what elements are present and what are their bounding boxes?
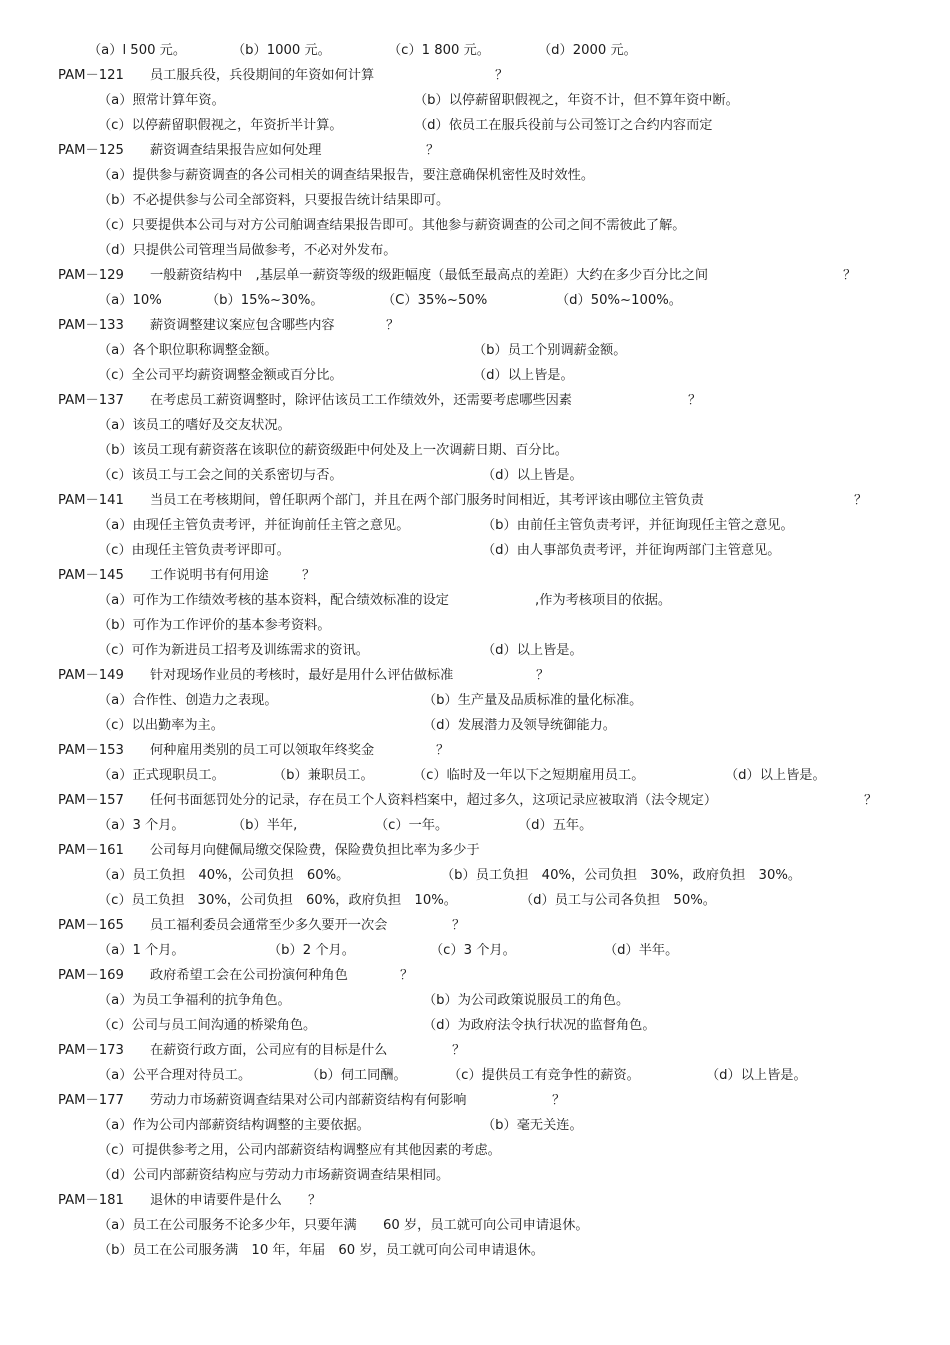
answer-option: （b）员工在公司服务满 10 年，年届 60 岁，员工就可向公司申请退休。	[98, 1243, 544, 1258]
question-text: 劳动力市场薪资调查结果对公司内部薪资结构有何影响	[150, 1093, 467, 1108]
options-line	[0, 163, 950, 188]
question-mark: ？	[552, 1093, 566, 1108]
answer-option: （a）正式现职员工。	[98, 768, 225, 783]
question-text: 薪资调整建议案应包含哪些内容	[150, 318, 335, 333]
question-line	[58, 488, 898, 513]
question-text: 薪资调查结果报告应如何处理	[150, 143, 322, 158]
question-mark: ？	[864, 793, 878, 808]
question-text: 在薪资行政方面，公司应有的目标是什么	[150, 1043, 388, 1058]
answer-option: （b）以停薪留职假视之，年资不计，但不算年资中断。	[414, 93, 739, 108]
question-text: 员工服兵役，兵役期间的年资如何计算	[150, 68, 375, 83]
answer-option: （b）半年,	[232, 818, 298, 833]
options-line	[0, 238, 950, 263]
answer-option: （d）公司内部薪资结构应与劳动力市场薪资调查结果相同。	[98, 1168, 450, 1183]
question-id: PAM－145	[58, 568, 124, 583]
question-line	[58, 838, 898, 863]
answer-option: （a）公平合理对待员工。	[98, 1068, 252, 1083]
question-text: 公司每月向健佩局缴交保险费，保险费负担比率为多少于	[150, 843, 480, 858]
answer-option: （a）l 500 元。	[88, 43, 187, 58]
options-line	[0, 1238, 950, 1263]
question-text: 任何书面惩罚处分的记录，存在员工个人资料档案中，超过多久，这项记录应被取消（法令规定）	[150, 793, 718, 808]
answer-option: （c）提供员工有竞争性的薪资。	[448, 1068, 640, 1083]
answer-option: （b）2 个月。	[268, 943, 355, 958]
answer-option: （c）以出勤率为主。	[98, 718, 224, 733]
question-id: PAM－153	[58, 743, 124, 758]
answer-option: （d）发展潜力及领导统御能力。	[423, 718, 616, 733]
question-id: PAM－133	[58, 318, 124, 333]
answer-option: （b）由前任主管负责考评，并征询现任主管之意见。	[482, 518, 794, 533]
question-text: 在考虑员工薪资调整时，除评估该员工工作绩效外，还需要考虑哪些因素	[150, 393, 572, 408]
question-id: PAM－169	[58, 968, 124, 983]
options-line	[0, 988, 950, 1013]
answer-option: （c）可作为新进员工招考及训练需求的资讯。	[98, 643, 369, 658]
options-line	[0, 1113, 950, 1138]
options-line	[0, 1163, 950, 1188]
answer-option: （d）为政府法令执行状况的监督角色。	[423, 1018, 656, 1033]
question-id: PAM－149	[58, 668, 124, 683]
options-line	[0, 863, 950, 888]
question-mark: ？	[400, 968, 414, 983]
answer-option: （c）只要提供本公司与对方公司舶调查结果报告即可。其他参与薪资调查的公司之间不需彼此了解。	[98, 218, 686, 233]
question-line	[58, 63, 898, 88]
answer-option: （d）依员工在服兵役前与公司签订之合约内容而定	[414, 118, 713, 133]
question-id: PAM－129	[58, 268, 124, 283]
answer-option: （a）3 个月。	[98, 818, 185, 833]
question-line	[58, 738, 898, 763]
answer-option: ,作为考核项目的依据。	[535, 593, 672, 608]
answer-option: （c）1 800 元。	[388, 43, 490, 58]
answer-option: （c）3 个月。	[430, 943, 516, 958]
answer-option: （b）为公司政策说服员工的角色。	[423, 993, 630, 1008]
answer-option: （c）以停薪留职假视之，年资折半计算。	[98, 118, 343, 133]
question-line	[58, 563, 898, 588]
answer-option: （b）该员工现有薪资落在该职位的薪资级距中何处及上一次调薪日期、百分比。	[98, 443, 568, 458]
options-line	[0, 1213, 950, 1238]
options-line	[0, 513, 950, 538]
question-text: 退休的申请要件是什么	[150, 1193, 282, 1208]
question-mark: ？	[854, 493, 868, 508]
question-line	[58, 1038, 898, 1063]
answer-option: （a）各个职位职称调整金额。	[98, 343, 278, 358]
answer-option: （a）员工在公司服务不论多少年，只要年满 60 岁，员工就可向公司申请退休。	[98, 1218, 589, 1233]
question-mark: ？	[536, 668, 550, 683]
question-id: PAM－173	[58, 1043, 124, 1058]
answer-option: （a）该员工的嗜好及交友状况。	[98, 418, 291, 433]
answer-option: （d）五年。	[518, 818, 593, 833]
answer-option: （b）1000 元。	[232, 43, 331, 58]
question-id: PAM－137	[58, 393, 124, 408]
answer-option: （b）不必提供参与公司全部资料，只要报告统计结果即可。	[98, 193, 450, 208]
answer-option: （d）半年。	[604, 943, 679, 958]
answer-option: （a）照常计算年资。	[98, 93, 225, 108]
question-text: 一般薪资结构中 ,基层单一薪资等级的级距幅度（最低至最高点的差距）大约在多少百分比之间	[150, 268, 709, 283]
question-mark: ？	[436, 743, 450, 758]
options-line	[0, 88, 950, 113]
answer-option: （a）10%	[98, 293, 162, 308]
options-line	[0, 1063, 950, 1088]
question-mark: ？	[843, 268, 857, 283]
options-line	[0, 813, 950, 838]
answer-option: （a）由现任主管负责考评，并征询前任主管之意见。	[98, 518, 410, 533]
options-line	[0, 113, 950, 138]
question-line	[58, 138, 898, 163]
options-line	[0, 538, 950, 563]
options-line	[0, 938, 950, 963]
question-line	[58, 788, 898, 813]
question-mark: ？	[452, 1043, 466, 1058]
answer-option: （c）一年。	[375, 818, 449, 833]
answer-option: （b）生产量及品质标准的量化标准。	[423, 693, 643, 708]
question-id: PAM－181	[58, 1193, 124, 1208]
answer-option: （d）2000 元。	[538, 43, 637, 58]
options-line	[0, 1013, 950, 1038]
options-line	[0, 38, 950, 63]
question-id: PAM－125	[58, 143, 124, 158]
options-line	[0, 763, 950, 788]
answer-option: （b）毫无关连。	[482, 1118, 583, 1133]
answer-option: （c）由现任主管负责考评即可。	[98, 543, 290, 558]
question-id: PAM－161	[58, 843, 124, 858]
answer-option: （d）由人事部负责考评，并征询两部门主管意见。	[482, 543, 781, 558]
answer-option: （c）临时及一年以下之短期雇用员工。	[413, 768, 645, 783]
answer-option: （d）只提供公司管理当局做参考，不必对外发布。	[98, 243, 397, 258]
answer-option: （d）以上皆是。	[725, 768, 826, 783]
answer-option: （c）公司与员工间沟通的桥梁角色。	[98, 1018, 317, 1033]
answer-option: （C）35%~50%	[382, 293, 488, 308]
question-text: 当员工在考核期间，曾任职两个部门，并且在两个部门服务时间相近，其考评该由哪位主管负责	[150, 493, 704, 508]
options-line	[0, 688, 950, 713]
question-line	[58, 263, 898, 288]
answer-option: （d）以上皆是。	[473, 368, 574, 383]
answer-option: （d）以上皆是。	[482, 643, 583, 658]
question-mark: ？	[386, 318, 400, 333]
options-line	[0, 413, 950, 438]
question-text: 工作说明书有何用途	[150, 568, 269, 583]
answer-option: （c）可提供参考之用，公司内部薪资结构调整应有其他因素的考虑。	[98, 1143, 501, 1158]
options-line	[0, 188, 950, 213]
answer-option: （a）为员工争福利的抗争角色。	[98, 993, 291, 1008]
question-mark: ？	[452, 918, 466, 933]
question-line	[58, 313, 898, 338]
options-line	[0, 888, 950, 913]
question-text: 员工福利委员会通常至少多久要开一次会	[150, 918, 388, 933]
answer-option: （a）1 个月。	[98, 943, 185, 958]
answer-option: （a）合作性、创造力之表现。	[98, 693, 278, 708]
answer-option: （d）员工与公司各负担 50%。	[520, 893, 716, 908]
answer-option: （a）提供参与薪资调查的各公司相关的调查结果报告，要注意确保机密性及时效性。	[98, 168, 595, 183]
options-line	[0, 638, 950, 663]
question-line	[58, 963, 898, 988]
answer-option: （b）可作为工作评价的基本参考资料。	[98, 618, 331, 633]
answer-option: （d）50%~100%。	[556, 293, 682, 308]
question-line	[58, 663, 898, 688]
answer-option: （c）该员工与工会之间的关系密切与否。	[98, 468, 343, 483]
question-line	[58, 1188, 898, 1213]
answer-option: （b）员工负担 40%，公司负担 30%，政府负担 30%。	[441, 868, 802, 883]
answer-option: （a）可作为工作绩效考核的基本资料，配合绩效标准的设定	[98, 593, 449, 608]
question-id: PAM－157	[58, 793, 124, 808]
question-id: PAM－141	[58, 493, 124, 508]
options-line	[0, 338, 950, 363]
answer-option: （d）以上皆是。	[706, 1068, 807, 1083]
question-mark: ？	[495, 68, 509, 83]
answer-option: （b）员工个别调薪金额。	[473, 343, 627, 358]
options-line	[0, 713, 950, 738]
question-line	[58, 388, 898, 413]
answer-option: （b）兼职员工。	[273, 768, 374, 783]
question-line	[58, 1088, 898, 1113]
question-mark: ？	[302, 568, 316, 583]
options-line	[0, 213, 950, 238]
question-id: PAM－177	[58, 1093, 124, 1108]
options-line	[0, 438, 950, 463]
answer-option: （c）员工负担 30%，公司负担 60%，政府负担 10%。	[98, 893, 457, 908]
question-mark: ？	[426, 143, 440, 158]
answer-option: （b）15%~30%。	[206, 293, 324, 308]
options-line	[0, 1138, 950, 1163]
question-text: 何种雇用类别的员工可以领取年终奖金	[150, 743, 375, 758]
answer-option: （b）伺工同酬。	[306, 1068, 407, 1083]
options-line	[0, 288, 950, 313]
question-line	[58, 913, 898, 938]
options-line	[0, 463, 950, 488]
options-line	[0, 363, 950, 388]
answer-option: （a）员工负担 40%，公司负担 60%。	[98, 868, 350, 883]
answer-option: （d）以上皆是。	[482, 468, 583, 483]
answer-option: （a）作为公司内部薪资结构调整的主要依据。	[98, 1118, 370, 1133]
question-text: 针对现场作业员的考核时，最好是用什么评估做标准	[150, 668, 454, 683]
question-id: PAM－121	[58, 68, 124, 83]
question-mark: ？	[308, 1193, 322, 1208]
answer-option: （c）全公司平均薪资调整金额或百分比。	[98, 368, 343, 383]
options-line	[0, 613, 950, 638]
question-id: PAM－165	[58, 918, 124, 933]
question-mark: ？	[688, 393, 702, 408]
options-line	[0, 588, 950, 613]
question-text: 政府希望工会在公司扮演何种角色	[150, 968, 348, 983]
